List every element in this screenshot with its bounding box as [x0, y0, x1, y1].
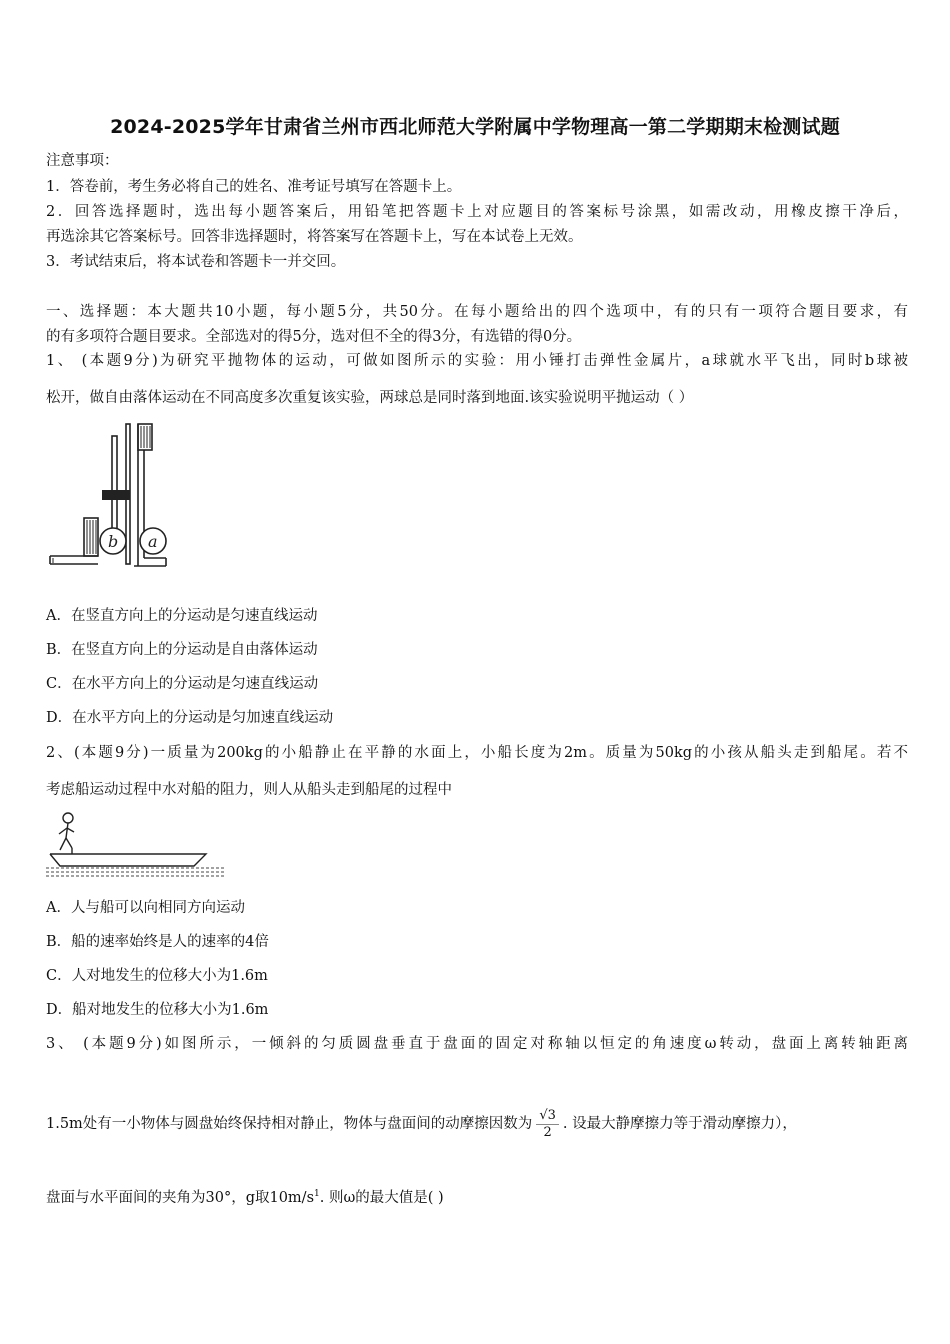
q3-line-2-start: 1.5m处有一小物体与圆盘始终保持相对静止，物体与盘面间的动摩擦因数为	[46, 1116, 533, 1132]
section-intro-line-2: 的有多项符合题目要求。全部选对的得5分，选对但不全的得3分，有选错的得0分。	[46, 329, 582, 345]
q2-stem-line-1: 2、(本题9分)一质量为200kg的小船静止在平静的水面上，小船长度为2m。质量为50kg的小孩从船头走到船尾。若不	[46, 745, 908, 761]
q3-exponent: 1	[314, 1189, 320, 1199]
fraction-numerator: √3	[536, 1108, 559, 1125]
friction-coefficient-fraction	[536, 1108, 559, 1141]
q1-apparatus-figure	[46, 420, 176, 572]
q2-option-a: A．人与船可以向相同方向运动	[46, 900, 245, 916]
notice-item-2-cont: 再选涂其它答案标号。回答非选择题时，将答案写在答题卡上，写在本试卷上无效。	[46, 229, 583, 245]
fraction-denominator: 2	[543, 1124, 552, 1140]
q3-line-3-end: . 则ω的最大值是( )	[319, 1189, 444, 1206]
q1-stem-line-2: 松开，做自由落体运动在不同高度多次重复该实验，两球总是同时落到地面.该实验说明平抛运动（ ）	[46, 390, 694, 406]
q3-stem-line-3	[46, 1184, 908, 1208]
q3-stem-line-2	[46, 1102, 908, 1146]
q1-option-a: A．在竖直方向上的分运动是匀速直线运动	[46, 608, 318, 624]
q1-option-c: C．在水平方向上的分运动是匀速直线运动	[46, 676, 319, 692]
q1-option-d: D．在水平方向上的分运动是匀加速直线运动	[46, 710, 334, 726]
q2-stem-line-2: 考虑船运动过程中水对船的阻力，则人从船头走到船尾的过程中	[46, 782, 452, 798]
q3-line-2-end: . 设最大静摩擦力等于滑动摩擦力），	[562, 1116, 797, 1132]
notice-heading: 注意事项：	[46, 153, 119, 169]
section-intro-line-1: 一、选择题：本大题共10小题，每小题5分，共50分。在每小题给出的四个选项中，有的只有一项符合题目要求，有	[46, 304, 908, 320]
q2-boat-figure	[46, 810, 228, 882]
notice-item-3: 3．考试结束后，将本试卷和答题卡一并交回。	[46, 254, 346, 270]
q2-option-b: B．船的速率始终是人的速率的4倍	[46, 934, 269, 950]
ball-a-label: a	[148, 532, 158, 551]
q1-stem-line-1: 1、 (本题9分)为研究平抛物体的运动，可做如图所示的实验：用小锤打击弹性金属片，a球就水平飞出，同时b球被	[46, 353, 908, 369]
q2-option-c: C．人对地发生的位移大小为1.6m	[46, 968, 268, 984]
q3-stem-line-1: 3、 (本题9分)如图所示，一倾斜的匀质圆盘垂直于盘面的固定对称轴以恒定的角速度ω转动，盘面上离转轴距离	[46, 1036, 908, 1052]
q3-line-3-start: 盘面与水平面间的夹角为30°，g取10m/s	[46, 1189, 315, 1206]
notice-item-1: 1．答卷前，考生务必将自己的姓名、准考证号填写在答题卡上。	[46, 179, 462, 195]
ball-b-label: b	[108, 532, 119, 551]
notice-item-2: 2．回答选择题时，选出每小题答案后，用铅笔把答题卡上对应题目的答案标号涂黑，如需改动，用橡皮擦干净后，	[46, 204, 908, 220]
page-title: 2024-2025学年甘肃省兰州市西北师范大学附属中学物理高一第二学期期末检测试题	[110, 116, 840, 138]
q2-option-d: D．船对地发生的位移大小为1.6m	[46, 1002, 269, 1018]
q1-option-b: B．在竖直方向上的分运动是自由落体运动	[46, 642, 318, 658]
